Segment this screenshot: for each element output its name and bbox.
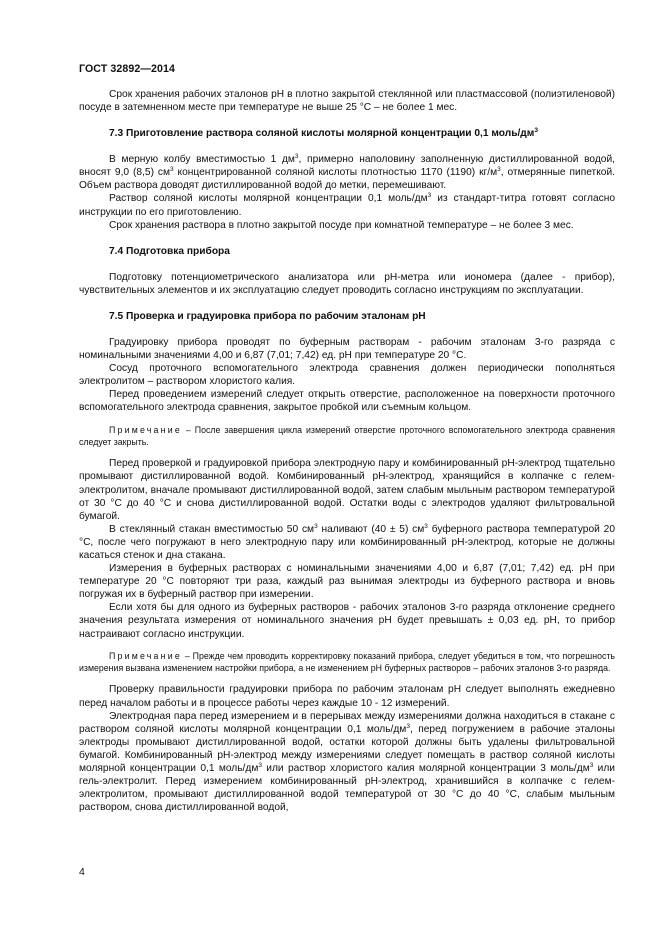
paragraph-7-5-5: В стеклянный стакан вместимостью 50 $см^3$ наливают (40 ± 5) $см^3$ буферного раствора температурой 20 °С, после чего погружают в него электродную пару или комбинированный рН-электрод, которые не должны касаться стенок и дна стакана.	[79, 522, 615, 561]
paragraph-7-5-4: Перед проверкой и градуировкой прибора электродную пару и комбинированный рН-электрод тщательно промывают дистиллированной водой. Комбинированный рН-электрод, хранящийся в колпачке с гелем-электролитом, вначале промывают дистиллированной водой, затем слабым мыльным раствором температурой от 30 °С до 40 °С и снова дистиллированной водой. Остатки воды с электродов удаляют фильтровальной бумагой.	[79, 458, 615, 522]
note-2: Примечание – Прежде чем проводить корректировку показаний прибора, следует убедиться в том, что погрешность измерения вызвана изменением настройки прибора, а не изменением рН буферных растворов – рабочих эталонов 3-го разряда.	[79, 650, 615, 674]
note-1: Примечание – После завершения цикла измерений отверстие проточного вспомогательного электрода сравнения следует закрыть.	[79, 424, 615, 447]
paragraph-7-5-6: Измерения в буферных растворах с номинальными значениями 4,00 и 6,87 (7,01; 7,42) ед. рН при температуре 20 °С повторяют три раза, каждый раз вынимая электроды из буферного раствора и вновь погружая их в буферный раствор при измерении.	[79, 563, 615, 601]
document-header: ГОСТ 32892—2014	[79, 63, 176, 75]
paragraph-storage-reference: Срок хранения рабочих эталонов рН в плотно закрытой стеклянной или пластмассовой (полиэтиленовой) посуде в затемненном месте при температуре не выше 25 °С – не более 1 мес.	[79, 89, 615, 114]
paragraph-7-5-2: Сосуд проточного вспомогательного электрода сравнения должен периодически пополняться электролитом – раствором хлористого калия.	[79, 363, 615, 388]
paragraph-7-5-7: Если хотя бы для одного из буферных растворов - рабочих эталонов 3-го разряда отклонение среднего значения результата измерения от номинального значения рН будет превышать ± 0,03 ед. рН, то прибор настраивают согласно инструкции.	[79, 602, 615, 640]
paragraph-7-3-2: Раствор соляной кислоты молярной концентрации 0,1 моль/$дм^3$ из стандарт-титра готовят согласно инструкции по его приготовлению.	[79, 192, 616, 218]
section-7-3-title: 7.3 Приготовление раствора соляной кислоты молярной концентрации 0,1 моль/$дм^3$	[109, 127, 538, 140]
paragraph-7-5-3: Перед проведением измерений следует открыть отверстие, расположенное на поверхности проточного вспомогательного электрода сравнения, закрытое пробкой или съемным кольцом.	[79, 389, 615, 414]
paragraph-7-4-1: Подготовку потенциометрического анализатора или рН-метра или иономера (далее - прибор), чувствительных элементов и их эксплуатацию следует проводить согласно инструкциям по эксплуатации.	[79, 271, 615, 296]
paragraph-7-5-9: Электродная пара перед измерением и в перерывах между измерениями должна находиться в стакане с раствором соляной кислоты молярной концентрации 0,1 моль/$дм^3$, перед погружением в рабочие эталоны электроды промывают дистиллированной водой, остатки которой должны быть удалены фильтровальной бумагой. Комбинированный рН-электрод между измерениями следует помещать в раствор соляной кислоты молярной концентрации 0,1 моль/$дм^3$ или раствор хлористого калия молярной концентрации 3 моль/$дм^3$ или гель-электролит. Перед измерением комбинированный рН-электрод, хранившийся в колпачке с гелем-электролитом, промывают дистиллированной водой температурой от 30 °С до 40 °С, слабым мыльным раствором, снова дистиллированной водой,	[79, 710, 616, 814]
paragraph-7-5-8: Проверку правильности градуировки прибора по рабочим эталонам рН следует выполнять ежедневно перед началом работы и в процессе работы через каждые 10 - 12 измерений.	[79, 684, 615, 709]
note-label: Примечание	[109, 424, 182, 435]
page-content	[79, 88, 615, 814]
section-7-4-title: 7.4 Подготовка прибора	[109, 245, 230, 257]
paragraph-7-3-1: В мерную колбу вместимостью 1 $дм^3$, примерно наполовину заполненную дистиллированной водой, вносят 9,0 (8,5) $см^3$ концентрированной соляной кислоты плотностью 1170 (1190) $кг/м^3$, отмерянные пипеткой. Объем раствора доводят дистиллированной водой до метки, перемешивают.	[79, 153, 615, 192]
page-number: 4	[79, 866, 85, 878]
paragraph-7-3-3: Срок хранения раствора в плотно закрытой посуде при комнатной температуре – не более 3 мес.	[109, 219, 574, 231]
section-7-5-title: 7.5 Проверка и градуировка прибора по рабочим эталонам рН	[109, 310, 426, 322]
paragraph-7-5-1: Градуировку прибора проводят по буферным растворам - рабочим эталонам 3-го разряда с номинальными значениями 4,00 и 6,87 (7,01; 7,42) ед. рН при температуре 20 °С.	[79, 336, 615, 362]
note-label: Примечание	[109, 650, 182, 661]
